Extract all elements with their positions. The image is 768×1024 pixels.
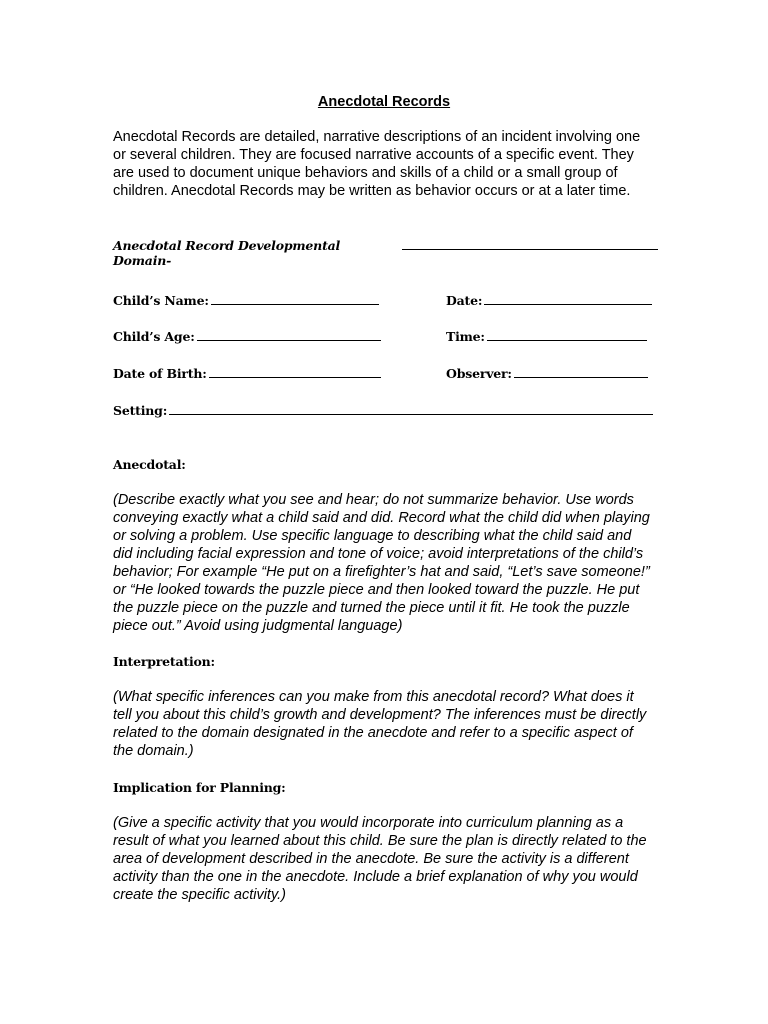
anecdotal-label: Anecdotal:	[113, 457, 186, 472]
setting-blank[interactable]	[169, 402, 653, 415]
childs-age-blank[interactable]	[197, 328, 381, 341]
time-blank[interactable]	[487, 328, 647, 341]
page-title: Anecdotal Records	[317, 94, 451, 110]
date-of-birth-blank[interactable]	[209, 365, 381, 378]
date-of-birth-label: Date of Birth:	[113, 366, 207, 381]
intro-paragraph: Anecdotal Records are detailed, narrative descriptions of an incident involving one or several children. They are focused narrative accounts of a specific event. They are used to document unique behaviors and skills of a child or a small group of children. Anecdotal Records may be written as behavior occurs or at a later time.	[113, 129, 641, 199]
date-blank[interactable]	[484, 292, 652, 305]
childs-age-label: Child’s Age:	[113, 329, 195, 344]
domain-blank[interactable]	[402, 237, 658, 250]
interpretation-label: Interpretation:	[113, 654, 215, 669]
observer-label: Observer:	[446, 366, 512, 381]
domain-field	[113, 237, 658, 268]
date-label: Date:	[446, 293, 483, 308]
childs-name-blank[interactable]	[211, 292, 379, 305]
domain-label: Anecdotal Record Developmental Domain-	[113, 238, 341, 268]
observer-field	[446, 365, 648, 381]
setting-field	[113, 402, 653, 418]
observer-blank[interactable]	[514, 365, 648, 378]
childs-age-field	[113, 328, 381, 344]
anecdotal-instructions: (Describe exactly what you see and hear; do not summarize behavior. Use words conveying exactly what a child said and did. Record what the child did when playing or solving a problem. Use specific language to describing what the child said and did including facial expression and tone of voice; avoid interpretations of the child’s behavior; For example “He put on a firefighter’s hat and said, “Let’s save someone!” or “He looked towards the puzzle piece and then looked toward the puzzle. He put the puzzle piece on the puzzle and turned the piece until it fit. He took the puzzle piece out.” Avoid using judgmental language)	[113, 492, 650, 634]
implication-label: Implication for Planning:	[113, 780, 286, 795]
time-label: Time:	[446, 329, 485, 344]
date-of-birth-field	[113, 365, 381, 381]
interpretation-instructions: (What specific inferences can you make from this anecdotal record? What does it tell you about this child’s growth and development? The inferences must be directly related to the domain designated in the anecdote and refer to a specific aspect of the domain.)	[113, 689, 647, 759]
date-field	[446, 292, 652, 308]
setting-label: Setting:	[113, 403, 168, 418]
childs-name-field	[113, 292, 379, 308]
time-field	[446, 328, 647, 344]
childs-name-label: Child’s Name:	[113, 293, 209, 308]
implication-instructions: (Give a specific activity that you would incorporate into curriculum planning as a result of what you learned about this child. Be sure the plan is directly related to the area of development described in the anecdote. Be sure the activity is a different activity than the one in the anecdote. Include a brief explanation of why you would create the specific activity.)	[113, 815, 647, 903]
